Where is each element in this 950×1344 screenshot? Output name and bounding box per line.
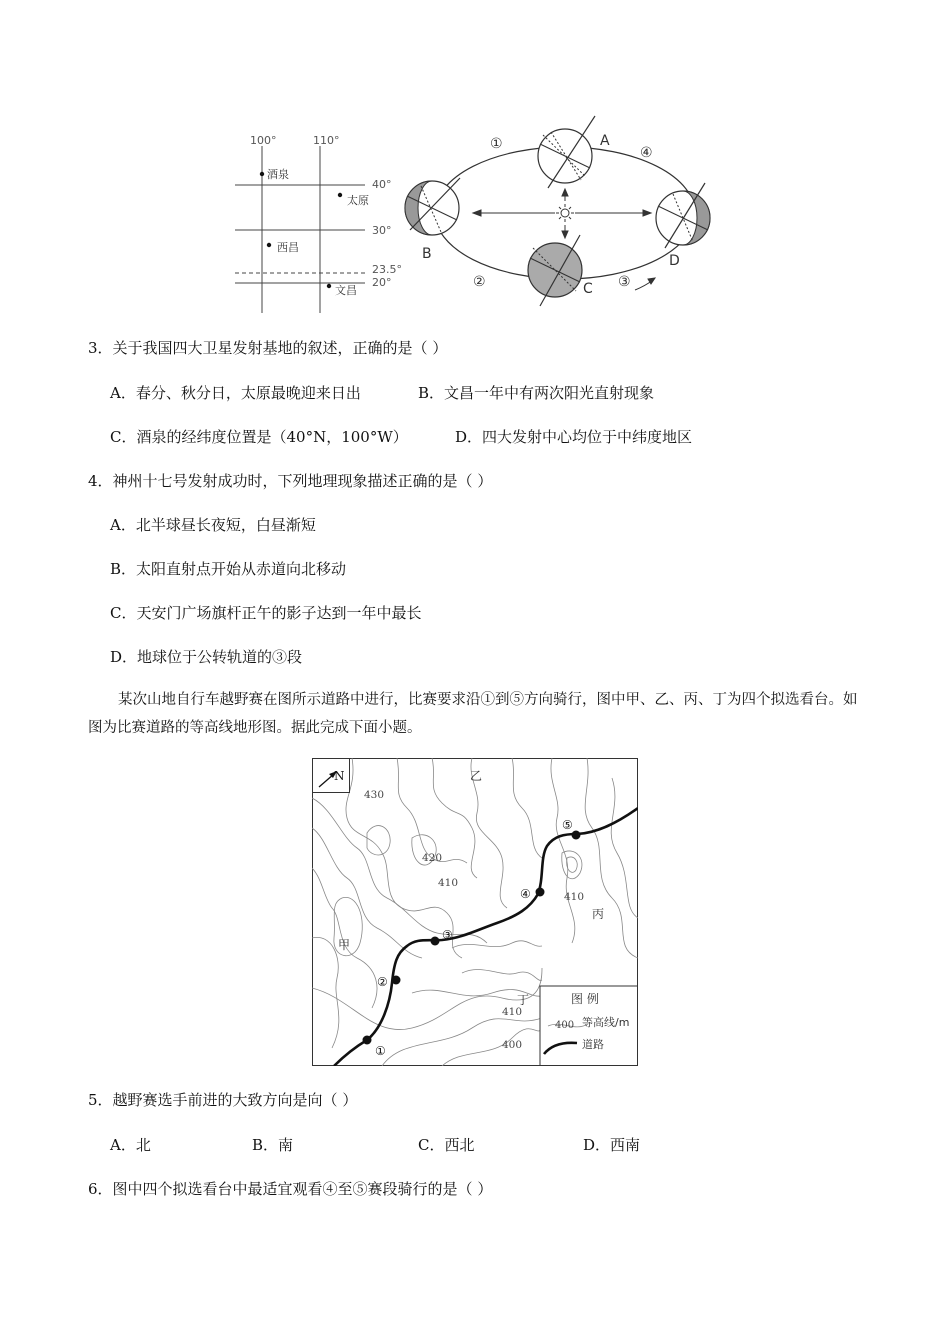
route-point-2: ②: [377, 975, 388, 989]
place-taiyuan: 太原: [347, 194, 369, 207]
figure-contour-map: [312, 758, 638, 1066]
place-xichang: 西昌: [277, 241, 299, 254]
route-point-5: ⑤: [562, 818, 573, 832]
contour-value-410-c: 410: [502, 1006, 523, 1018]
earth-position-c: [528, 235, 582, 306]
segment-label-3: ③: [618, 274, 631, 290]
segment-label-1: ①: [490, 136, 503, 152]
stand-ding: 丁: [517, 993, 530, 1007]
question-5-option-b: B．南: [252, 1136, 294, 1154]
question-4-option-d: D．地球位于公转轨道的③段: [110, 648, 303, 666]
lon-label-110: 110°: [313, 134, 340, 147]
question-5-option-c: C．西北: [418, 1136, 475, 1154]
question-3-option-d: D．四大发射中心均位于中纬度地区: [455, 428, 693, 446]
sun-arrows: [473, 189, 651, 238]
question-5-option-a: A．北: [110, 1136, 151, 1154]
figure-latlon-orbit: [225, 108, 725, 318]
lon-label-100: 100°: [250, 134, 277, 147]
label-position-d: D: [669, 253, 680, 269]
question-5-option-d: D．西南: [583, 1136, 641, 1154]
map-legend: [540, 986, 638, 1066]
route-point-1: ①: [375, 1044, 386, 1058]
question-4-stem: 4．神州十七号发射成功时，下列地理现象描述正确的是（ ）: [88, 472, 493, 490]
place-dot-xichang: [267, 243, 271, 247]
route-point-3: ③: [442, 928, 453, 942]
lat-label-30: 30°: [372, 224, 392, 237]
route-point-4: ④: [520, 887, 531, 901]
legend-contour-label: 等高线/m: [582, 1016, 630, 1029]
north-label: N: [334, 769, 345, 783]
passage-text: 某次山地自行车越野赛在图所示道路中进行，比赛要求沿①到⑤方向骑行，图中甲、乙、丙、丁为四个拟选看台。如图为比赛道路的等高线地形图。据此完成下面小题。: [88, 692, 858, 736]
legend-title: 图 例: [571, 992, 599, 1006]
place-jiuquan: 酒泉: [267, 168, 289, 181]
legend-road-label: 道路: [582, 1038, 604, 1051]
legend-contour-sample-value: 400: [555, 1020, 575, 1031]
lat-label-40: 40°: [372, 178, 392, 191]
place-dot-jiuquan: [260, 172, 264, 176]
contour-value-410-b: 410: [564, 891, 585, 903]
stand-bing: 丙: [592, 907, 605, 921]
label-position-c: C: [583, 281, 593, 297]
stand-yi: 乙: [470, 769, 483, 783]
question-3-option-b: B．文昌一年中有两次阳光直射现象: [418, 384, 655, 402]
earth-position-a: [538, 116, 595, 188]
segment-label-2: ②: [473, 274, 486, 290]
stand-jia: 甲: [338, 938, 351, 952]
question-4-option-a: A．北半球昼长夜短，白昼渐短: [110, 516, 316, 534]
contour-value-400: 400: [502, 1039, 523, 1051]
sun-icon: [556, 204, 574, 222]
question-3-option-c: C．酒泉的经纬度位置是（40°N，100°W）: [110, 428, 408, 446]
contour-value-430: 430: [364, 789, 385, 801]
question-4-option-c: C．天安门广场旗杆正午的影子达到一年中最长: [110, 604, 422, 622]
orbit-direction-arrow: [635, 278, 655, 290]
passage: [88, 686, 866, 742]
question-3-option-a: A．春分、秋分日，太原最晚迎来日出: [110, 384, 361, 402]
question-5-stem: 5．越野赛选手前进的大致方向是向（ ）: [88, 1091, 358, 1109]
lat-label-23-5: 23.5°: [372, 263, 402, 276]
label-position-b: B: [422, 246, 432, 262]
contour-value-410-a: 410: [438, 877, 459, 889]
question-4-option-b: B．太阳直射点开始从赤道向北移动: [110, 560, 347, 578]
place-dot-wenchang: [327, 284, 331, 288]
question-3-stem: 3．关于我国四大卫星发射基地的叙述，正确的是（ ）: [88, 339, 448, 357]
label-position-a: A: [600, 133, 610, 149]
earth-position-d: [656, 183, 710, 248]
earth-position-b: [405, 178, 460, 235]
place-wenchang: 文昌: [335, 284, 357, 297]
place-dot-taiyuan: [338, 193, 342, 197]
contour-value-420: 420: [422, 852, 443, 864]
lat-label-20: 20°: [372, 276, 392, 289]
question-6-stem: 6．图中四个拟选看台中最适宜观看④至⑤赛段骑行的是（ ）: [88, 1180, 493, 1198]
segment-label-4: ④: [640, 145, 653, 161]
